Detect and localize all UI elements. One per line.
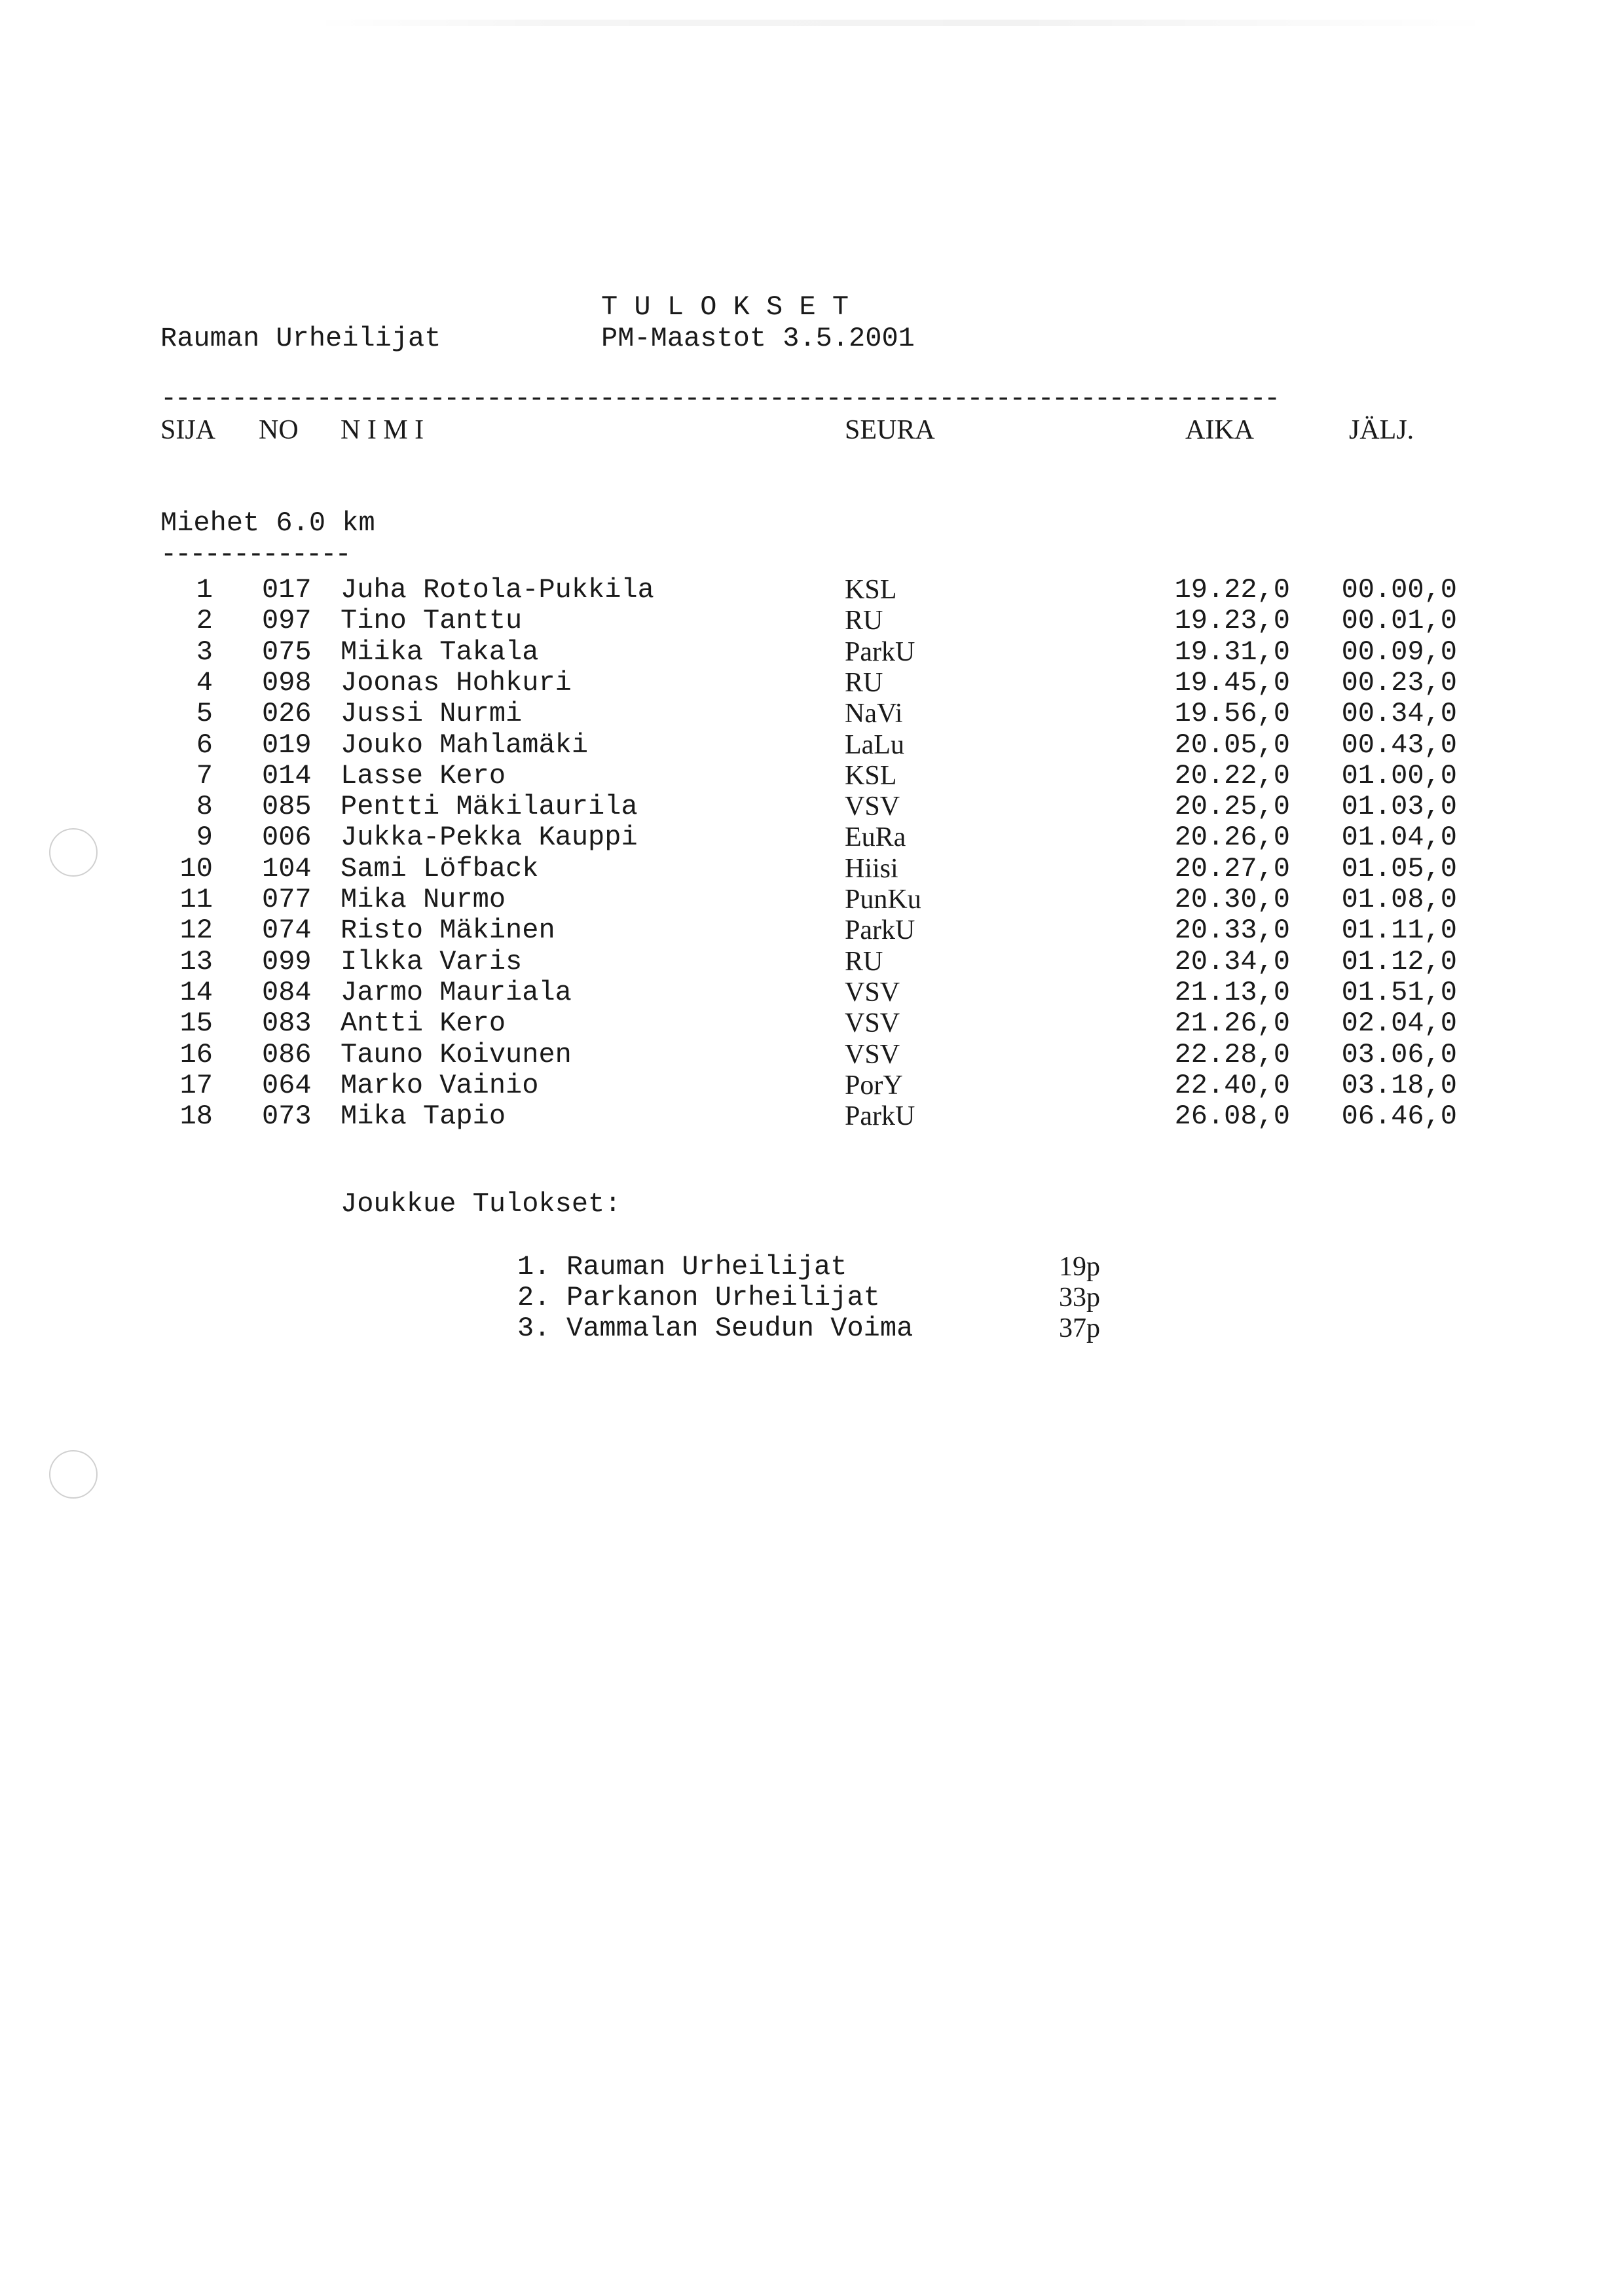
category-title: Miehet 6.0 km <box>160 507 375 539</box>
row-behind: 01.00,0 <box>1341 759 1457 792</box>
row-number: 104 <box>262 852 312 884</box>
row-behind: 01.11,0 <box>1341 915 1457 947</box>
row-sija: 1 <box>196 574 213 606</box>
row-sija: 6 <box>196 729 213 761</box>
row-club: PunKu <box>845 884 921 915</box>
row-club: RU <box>845 946 883 977</box>
row-number: 006 <box>262 822 312 854</box>
row-sija: 5 <box>196 698 213 730</box>
row-sija: 8 <box>196 791 213 823</box>
row-number: 077 <box>262 884 312 915</box>
row-time: 20.27,0 <box>1174 852 1290 884</box>
row-name: Joonas Hohkuri <box>341 666 572 699</box>
row-behind: 03.06,0 <box>1341 1038 1457 1070</box>
category-underline: ------------- <box>160 539 350 570</box>
column-header-jalj: JÄLJ. <box>1349 415 1414 445</box>
row-sija: 14 <box>179 976 213 1008</box>
team-points: 37p <box>1059 1313 1100 1343</box>
column-header-no: NO <box>259 415 299 445</box>
row-time: 26.08,0 <box>1174 1101 1290 1133</box>
row-behind: 01.05,0 <box>1341 852 1457 884</box>
team-rank: 1. <box>517 1251 551 1283</box>
row-behind: 01.04,0 <box>1341 822 1457 854</box>
row-behind: 06.46,0 <box>1341 1101 1457 1133</box>
row-time: 19.31,0 <box>1174 636 1290 668</box>
row-club: RU <box>845 667 883 698</box>
row-number: 097 <box>262 605 312 637</box>
row-name: Lasse Kero <box>341 759 506 792</box>
row-sija: 9 <box>196 822 213 854</box>
row-sija: 18 <box>179 1101 213 1133</box>
row-club: KSL <box>845 760 897 791</box>
punch-hole-top <box>49 828 98 877</box>
row-sija: 16 <box>179 1038 213 1070</box>
team-name: Rauman Urheilijat <box>566 1251 847 1283</box>
row-time: 20.25,0 <box>1174 791 1290 823</box>
scan-artifact <box>314 20 1493 26</box>
row-behind: 02.04,0 <box>1341 1008 1457 1040</box>
row-number: 073 <box>262 1101 312 1133</box>
row-number: 086 <box>262 1038 312 1070</box>
row-name: Jussi Nurmi <box>341 698 523 730</box>
row-time: 20.33,0 <box>1174 915 1290 947</box>
row-name: Tauno Koivunen <box>341 1038 572 1070</box>
row-behind: 01.51,0 <box>1341 976 1457 1008</box>
row-club: ParkU <box>845 915 915 946</box>
row-club: EuRa <box>845 822 906 853</box>
row-behind: 01.03,0 <box>1341 791 1457 823</box>
row-sija: 4 <box>196 666 213 699</box>
row-time: 19.22,0 <box>1174 574 1290 606</box>
row-name: Juha Rotola-Pukkila <box>341 574 654 606</box>
row-name: Jarmo Mauriala <box>341 976 572 1008</box>
row-sija: 11 <box>179 884 213 915</box>
team-points: 19p <box>1059 1252 1100 1282</box>
row-name: Risto Mäkinen <box>341 915 555 947</box>
row-behind: 03.18,0 <box>1341 1069 1457 1101</box>
row-club: VSV <box>845 792 900 822</box>
row-behind: 00.23,0 <box>1341 666 1457 699</box>
row-name: Miika Takala <box>341 636 539 668</box>
row-club: VSV <box>845 977 900 1008</box>
row-number: 085 <box>262 791 312 823</box>
row-name: Ilkka Varis <box>341 945 523 977</box>
team-results-title: Joukkue Tulokset: <box>341 1188 621 1220</box>
row-time: 20.34,0 <box>1174 945 1290 977</box>
team-rank: 3. <box>517 1313 551 1344</box>
column-header-aika: AIKA <box>1185 415 1254 445</box>
row-number: 098 <box>262 666 312 699</box>
row-behind: 00.00,0 <box>1341 574 1457 606</box>
row-time: 20.05,0 <box>1174 729 1290 761</box>
row-time: 21.13,0 <box>1174 976 1290 1008</box>
team-points: 33p <box>1059 1283 1100 1313</box>
row-time: 19.45,0 <box>1174 666 1290 699</box>
row-club: PorY <box>845 1070 903 1101</box>
row-club: NaVi <box>845 699 903 729</box>
column-header-nimi: N I M I <box>341 415 424 445</box>
row-name: Marko Vainio <box>341 1069 539 1101</box>
row-number: 017 <box>262 574 312 606</box>
row-time: 21.26,0 <box>1174 1008 1290 1040</box>
row-sija: 13 <box>179 945 213 977</box>
row-time: 20.22,0 <box>1174 759 1290 792</box>
row-time: 20.30,0 <box>1174 884 1290 915</box>
row-number: 084 <box>262 976 312 1008</box>
row-name: Sami Löfback <box>341 852 539 884</box>
team-name: Parkanon Urheilijat <box>566 1282 880 1313</box>
row-club: ParkU <box>845 636 915 667</box>
row-name: Antti Kero <box>341 1008 506 1040</box>
row-number: 074 <box>262 915 312 947</box>
row-time: 19.56,0 <box>1174 698 1290 730</box>
row-sija: 10 <box>179 852 213 884</box>
row-club: KSL <box>845 575 897 605</box>
row-sija: 2 <box>196 605 213 637</box>
row-behind: 01.12,0 <box>1341 945 1457 977</box>
row-time: 22.40,0 <box>1174 1069 1290 1101</box>
row-name: Pentti Mäkilaurila <box>341 791 638 823</box>
row-behind: 00.34,0 <box>1341 698 1457 730</box>
row-time: 20.26,0 <box>1174 822 1290 854</box>
row-sija: 12 <box>179 915 213 947</box>
column-header-seura: SEURA <box>845 415 935 445</box>
row-behind: 01.08,0 <box>1341 884 1457 915</box>
row-time: 22.28,0 <box>1174 1038 1290 1070</box>
row-name: Mika Nurmo <box>341 884 506 915</box>
row-number: 064 <box>262 1069 312 1101</box>
row-name: Tino Tanttu <box>341 605 523 637</box>
row-club: VSV <box>845 1008 900 1039</box>
row-club: ParkU <box>845 1101 915 1132</box>
row-name: Jukka-Pekka Kauppi <box>341 822 638 854</box>
row-sija: 7 <box>196 759 213 792</box>
row-club: Hiisi <box>845 853 898 884</box>
row-number: 014 <box>262 759 312 792</box>
row-club: VSV <box>845 1039 900 1070</box>
row-behind: 00.43,0 <box>1341 729 1457 761</box>
row-behind: 00.01,0 <box>1341 605 1457 637</box>
column-header-sija: SIJA <box>160 415 216 445</box>
row-number: 083 <box>262 1008 312 1040</box>
punch-hole-bottom <box>49 1450 98 1499</box>
document-title: T U L O K S E T <box>601 291 849 323</box>
row-sija: 3 <box>196 636 213 668</box>
club-name: Rauman Urheilijat <box>160 323 441 354</box>
row-behind: 00.09,0 <box>1341 636 1457 668</box>
row-club: LaLu <box>845 729 904 760</box>
event-name: PM-Maastot 3.5.2001 <box>601 323 915 354</box>
row-sija: 15 <box>179 1008 213 1040</box>
team-name: Vammalan Seudun Voima <box>566 1313 913 1344</box>
row-sija: 17 <box>179 1069 213 1101</box>
row-name: Jouko Mahlamäki <box>341 729 589 761</box>
header-separator: ------------------------------------------------------------------------------- <box>160 383 1278 414</box>
row-number: 026 <box>262 698 312 730</box>
team-rank: 2. <box>517 1282 551 1313</box>
row-name: Mika Tapio <box>341 1101 506 1133</box>
row-club: RU <box>845 606 883 636</box>
row-number: 099 <box>262 945 312 977</box>
row-number: 019 <box>262 729 312 761</box>
row-number: 075 <box>262 636 312 668</box>
row-time: 19.23,0 <box>1174 605 1290 637</box>
